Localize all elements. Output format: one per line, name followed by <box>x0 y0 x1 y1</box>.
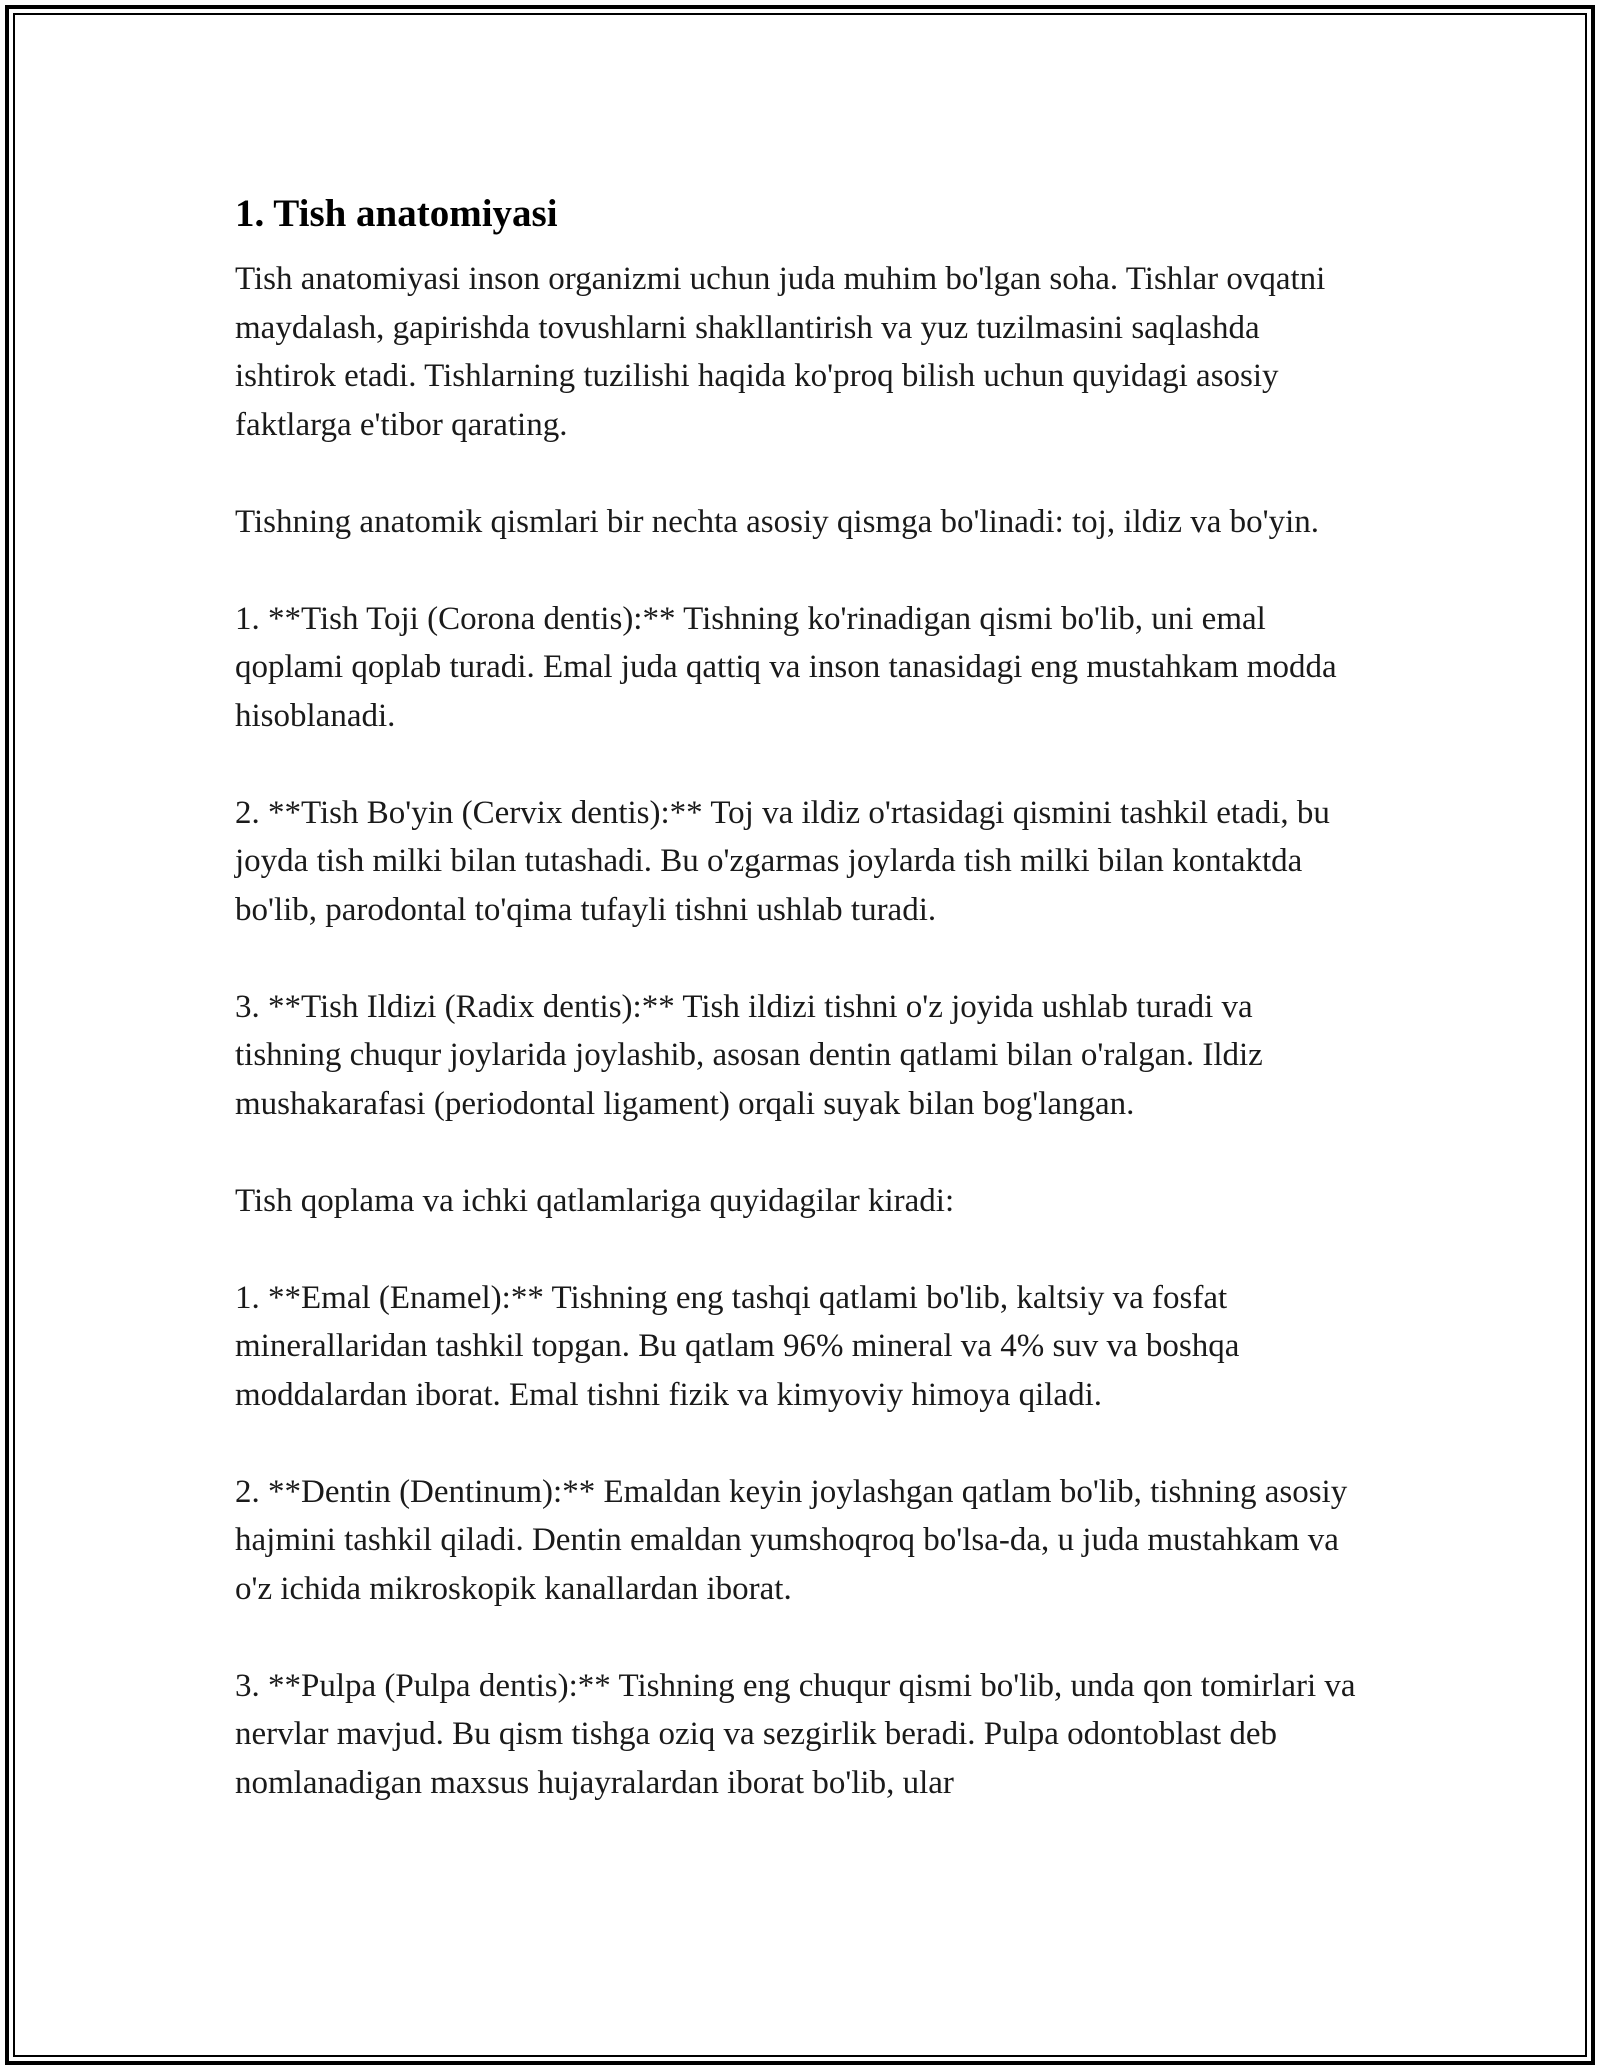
paragraph-enamel: 1. **Emal (Enamel):** Tishning eng tashqi qatlami bo'lib, kaltsiy va fosfat minerallaridan tashkil topgan. Bu qatlam 96% mineral va 4% suv va boshqa moddalardan iborat. Emal tishni fizik va kimyoviy himoya qiladi. <box>235 1279 1240 1413</box>
paragraph-dentin: 2. **Dentin (Dentinum):** Emaldan keyin joylashgan qatlam bo'lib, tishning asosiy hajmini tashkil qiladi. Dentin emaldan yumshoqroq bo'lsa-da, u juda mustahkam va o'z ichida mikroskopik kanallardan iborat. <box>235 1473 1348 1607</box>
paragraph-pulp: 3. **Pulpa (Pulpa dentis):** Tishning eng chuqur qismi bo'lib, unda qon tomirlari va nervlar mavjud. Bu qism tishga oziq va sezgirlik beradi. Pulpa odontoblast deb nomlanadigan maxsus hujayralardan iborat bo'lib, ular <box>235 1667 1356 1801</box>
paragraph-parts-overview: Tishning anatomik qismlari bir nechta asosiy qismga bo'linadi: toj, ildiz va bo'yin. <box>235 503 1319 540</box>
paragraph-crown: 1. **Tish Toji (Corona dentis):** Tishning ko'rinadigan qismi bo'lib, uni emal qoplami qoplab turadi. Emal juda qattiq va inson tanasidagi eng mustahkam modda hisoblanadi. <box>235 600 1337 734</box>
page-title: 1. Tish anatomiyasi <box>235 192 558 235</box>
paragraph-root: 3. **Tish Ildizi (Radix dentis):** Tish ildizi tishni o'z joyida ushlab turadi va tishning chuqur joylarida joylashib, asosan dentin qatlami bilan o'ralgan. Ildiz mushakarafasi (periodontal ligament) orqali suyak bilan bog'langan. <box>235 988 1263 1122</box>
paragraph-layers-overview: Tish qoplama va ichki qatlamlariga quyidagilar kiradi: <box>235 1182 955 1219</box>
document-body <box>235 185 1365 1856</box>
paragraph-neck: 2. **Tish Bo'yin (Cervix dentis):** Toj va ildiz o'rtasidagi qismini tashkil etadi, bu joyda tish milki bilan tutashadi. Bu o'zgarmas joylarda tish milki bilan kontaktda bo'lib, parodontal to'qima tufayli tishni ushlab turadi. <box>235 794 1330 928</box>
paragraph-intro: Tish anatomiyasi inson organizmi uchun juda muhim bo'lgan soha. Tishlar ovqatni maydalash, gapirishda tovushlarni shakllantirish va yuz tuzilmasini saqlashda ishtirok etadi. Tishlarning tuzilishi haqida ko'proq bilish uchun quyidagi asosiy faktlarga e'tibor qarating. <box>235 261 1326 443</box>
